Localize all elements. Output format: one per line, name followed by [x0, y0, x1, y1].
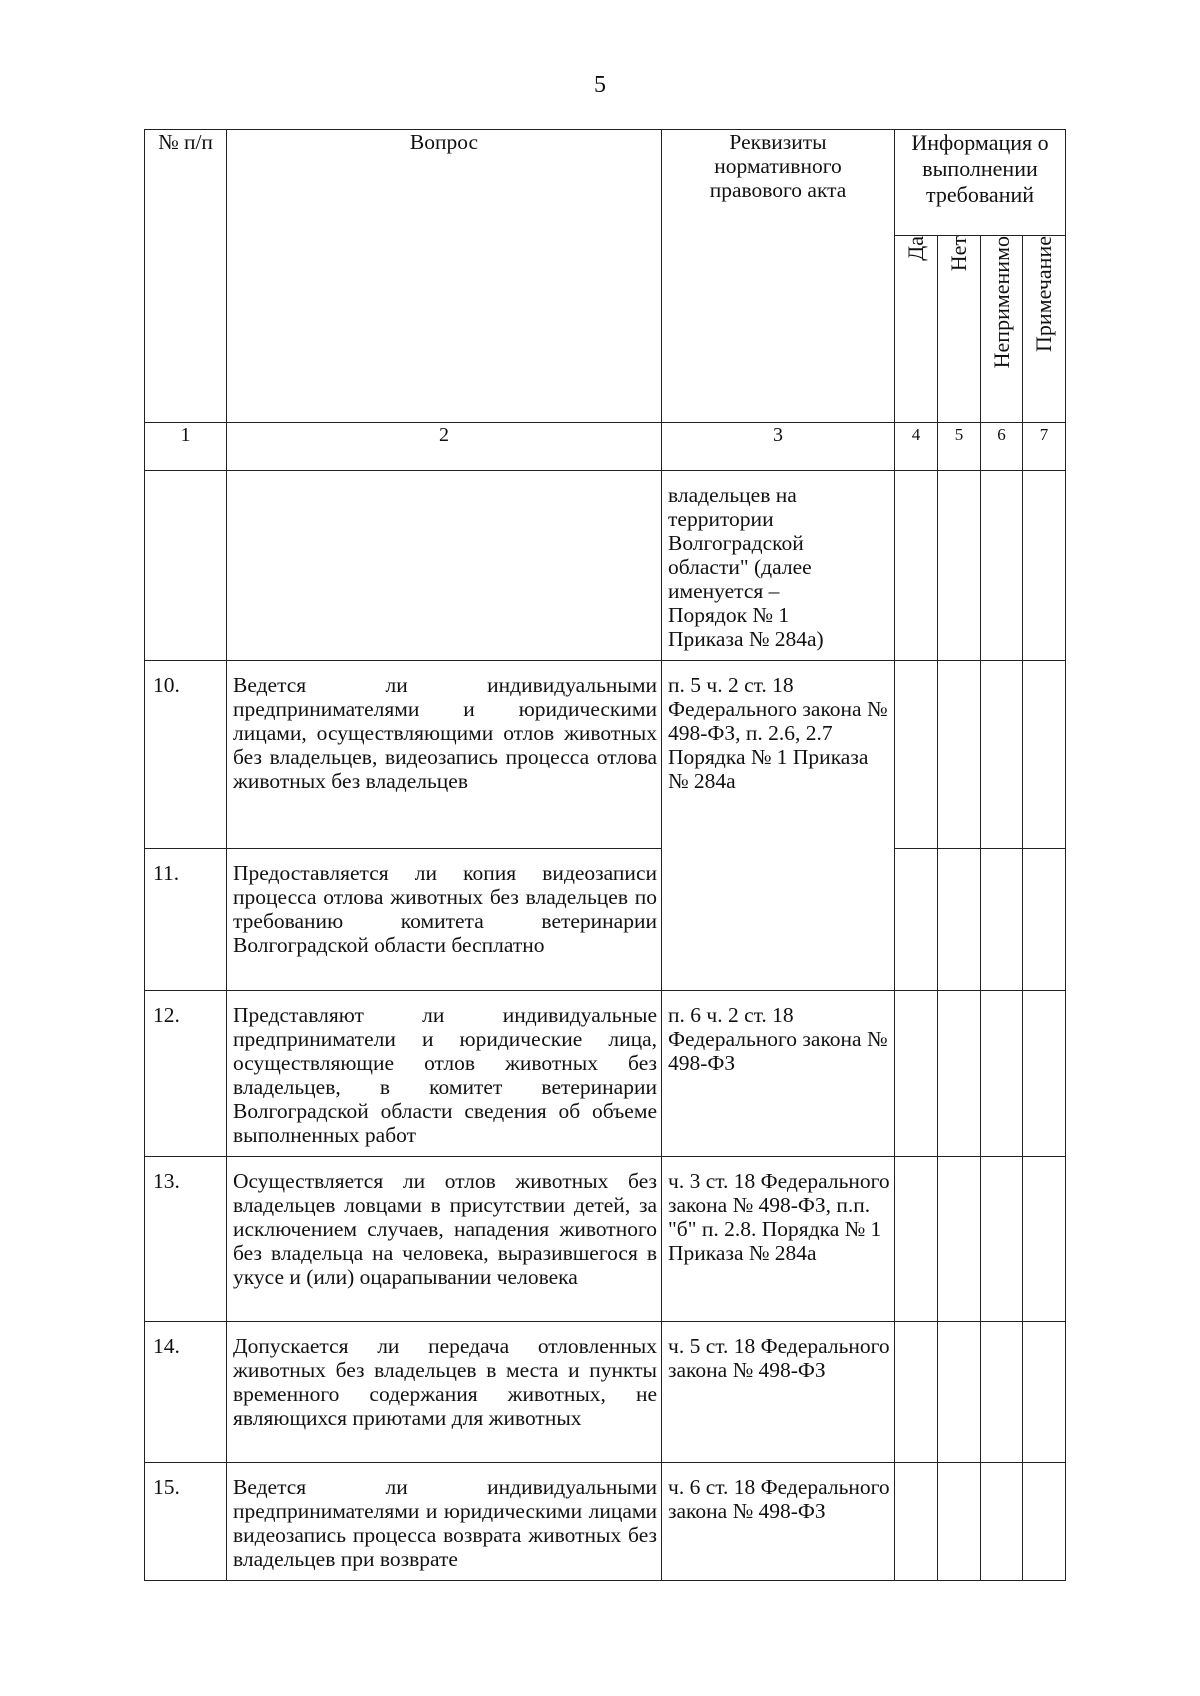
header-no	[938, 236, 981, 423]
row-reference: ч. 5 ст. 18 Федерального закона № 498-ФЗ	[662, 1322, 895, 1463]
no-cell[interactable]	[938, 1157, 981, 1322]
header-na	[981, 236, 1023, 423]
row-number: 11.	[145, 849, 227, 991]
note-cell[interactable]	[1023, 471, 1066, 661]
table-row	[145, 991, 1066, 1157]
no-cell[interactable]	[938, 661, 981, 849]
column-number: 7	[1023, 423, 1066, 471]
row-question: Ведется ли индивидуальными предпринимателями и юридическими лицами, осуществляющими отлов животных без владельцев, видеозапись процесса отлова животных без владельцев	[227, 661, 662, 849]
header-info	[895, 130, 1066, 236]
header-note	[1023, 236, 1066, 423]
column-number: 1	[145, 423, 227, 471]
note-cell[interactable]	[1023, 991, 1066, 1157]
row-question: Осуществляется ли отлов животных без владельцев ловцами в присутствии детей, за исключением случаев, нападения животного без владельца на человека, выразившегося в укусе и (или) оцарапывании человека	[227, 1157, 662, 1322]
column-number: 4	[895, 423, 938, 471]
row-number: 13.	[145, 1157, 227, 1322]
row-reference: ч. 3 ст. 18 Федерального закона № 498-ФЗ, п.п. "б" п. 2.8. Порядка № 1 Приказа № 284а	[662, 1157, 895, 1322]
na-cell[interactable]	[981, 1322, 1023, 1463]
no-cell[interactable]	[938, 1463, 981, 1581]
header-reference-label: Реквизиты нормативного правового акта	[709, 130, 847, 202]
header-yes-label: Да	[903, 236, 928, 261]
note-cell[interactable]	[1023, 1463, 1066, 1581]
checklist-table	[144, 129, 1066, 1581]
yes-cell[interactable]	[895, 1463, 938, 1581]
note-cell[interactable]	[1023, 1157, 1066, 1322]
yes-cell[interactable]	[895, 661, 938, 849]
column-number-row	[145, 423, 1066, 471]
row-reference: ч. 6 ст. 18 Федерального закона № 498-ФЗ	[662, 1463, 895, 1581]
row-question: Представляют ли индивидуальные предприниматели и юридические лица, осуществляющие отлов животных без владельцев, в комитет ветеринарии Волгоградской области сведения об объеме выполненных работ	[227, 991, 662, 1157]
yes-cell[interactable]	[895, 991, 938, 1157]
header-yes	[895, 236, 938, 423]
table-row	[145, 1157, 1066, 1322]
na-cell[interactable]	[981, 849, 1023, 991]
no-cell[interactable]	[938, 1322, 981, 1463]
note-cell[interactable]	[1023, 849, 1066, 991]
no-cell[interactable]	[938, 471, 981, 661]
row-question	[227, 471, 662, 661]
row-number	[145, 471, 227, 661]
header-num: № п/п	[145, 130, 227, 423]
header-info-label: Информация о выполнении требований	[911, 130, 1049, 207]
row-number: 10.	[145, 661, 227, 849]
row-question: Предоставляется ли копия видеозаписи процесса отлова животных без владельцев по требованию комитета ветеринарии Волгоградской области бесплатно	[227, 849, 662, 991]
column-number: 6	[981, 423, 1023, 471]
row-reference: п. 5 ч. 2 ст. 18 Федерального закона № 498-ФЗ, п. 2.6, 2.7 Порядка № 1 Приказа № 284а	[662, 661, 895, 991]
column-number: 5	[938, 423, 981, 471]
na-cell[interactable]	[981, 1463, 1023, 1581]
row-reference: владельцев на территории Волгоградской области" (далее именуется – Порядок № 1 Приказа № 284а)	[662, 471, 895, 661]
na-cell[interactable]	[981, 1157, 1023, 1322]
note-cell[interactable]	[1023, 661, 1066, 849]
table-row	[145, 471, 1066, 661]
header-na-label: Неприменимо	[988, 236, 1014, 369]
yes-cell[interactable]	[895, 471, 938, 661]
row-reference: п. 6 ч. 2 ст. 18 Федерального закона № 498-ФЗ	[662, 991, 895, 1157]
row-question: Допускается ли передача отловленных животных без владельцев в места и пункты временного содержания животных, не являющихся приютами для животных	[227, 1322, 662, 1463]
no-cell[interactable]	[938, 991, 981, 1157]
row-number: 15.	[145, 1463, 227, 1581]
column-number: 2	[227, 423, 662, 471]
na-cell[interactable]	[981, 991, 1023, 1157]
header-row	[145, 130, 1066, 236]
row-number: 14.	[145, 1322, 227, 1463]
header-question: Вопрос	[227, 130, 662, 423]
table-row	[145, 1322, 1066, 1463]
yes-cell[interactable]	[895, 1157, 938, 1322]
note-cell[interactable]	[1023, 1322, 1066, 1463]
table-row	[145, 1463, 1066, 1581]
yes-cell[interactable]	[895, 1322, 938, 1463]
page-number: 5	[594, 72, 606, 98]
row-number: 12.	[145, 991, 227, 1157]
column-number: 3	[662, 423, 895, 471]
na-cell[interactable]	[981, 661, 1023, 849]
table-row	[145, 661, 1066, 849]
no-cell[interactable]	[938, 849, 981, 991]
row-question: Ведется ли индивидуальными предпринимателями и юридическими лицами видеозапись процесса возврата животных без владельцев при возврате	[227, 1463, 662, 1581]
table-row	[145, 849, 1066, 991]
yes-cell[interactable]	[895, 849, 938, 991]
header-reference	[662, 130, 895, 423]
header-no-label: Нет	[946, 236, 971, 272]
na-cell[interactable]	[981, 471, 1023, 661]
header-note-label: Примечание	[1031, 236, 1056, 352]
